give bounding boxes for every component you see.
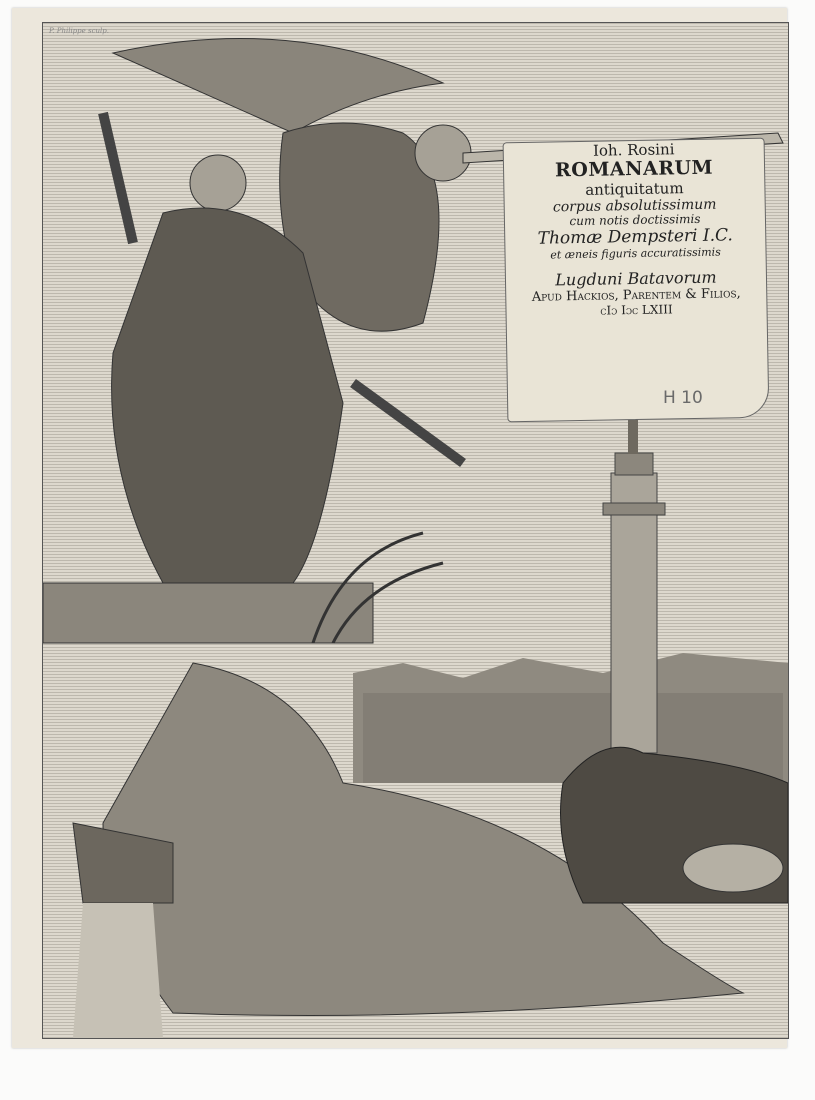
book-title: ROMANARUM: [554, 156, 714, 182]
trajan-column: [603, 418, 665, 753]
author-name: Ioh. Rosini: [592, 140, 675, 160]
water-stream: [73, 903, 163, 1038]
line-figures: et æneis figuris accuratissimis: [550, 245, 721, 262]
line-corpus: corpus absolutissimum: [552, 196, 717, 216]
pedestal: [43, 583, 373, 643]
engraver-signature: P. Philippe sculp.: [49, 27, 109, 35]
editor-name: Thomæ Dempsteri I.C.: [537, 225, 734, 249]
handwritten-mark: H 10: [663, 388, 703, 408]
title-scroll: [503, 138, 770, 423]
line-cum-notis: cum notis doctissimis: [569, 212, 701, 229]
publication-year: cIɔ Iɔc LXIII: [600, 302, 673, 318]
publisher: Apud Hackios, Parentem & Filios,: [531, 285, 741, 305]
place-of-publication: Lugduni Batavorum: [555, 268, 717, 290]
book-subtitle: antiquitatum: [585, 179, 684, 199]
